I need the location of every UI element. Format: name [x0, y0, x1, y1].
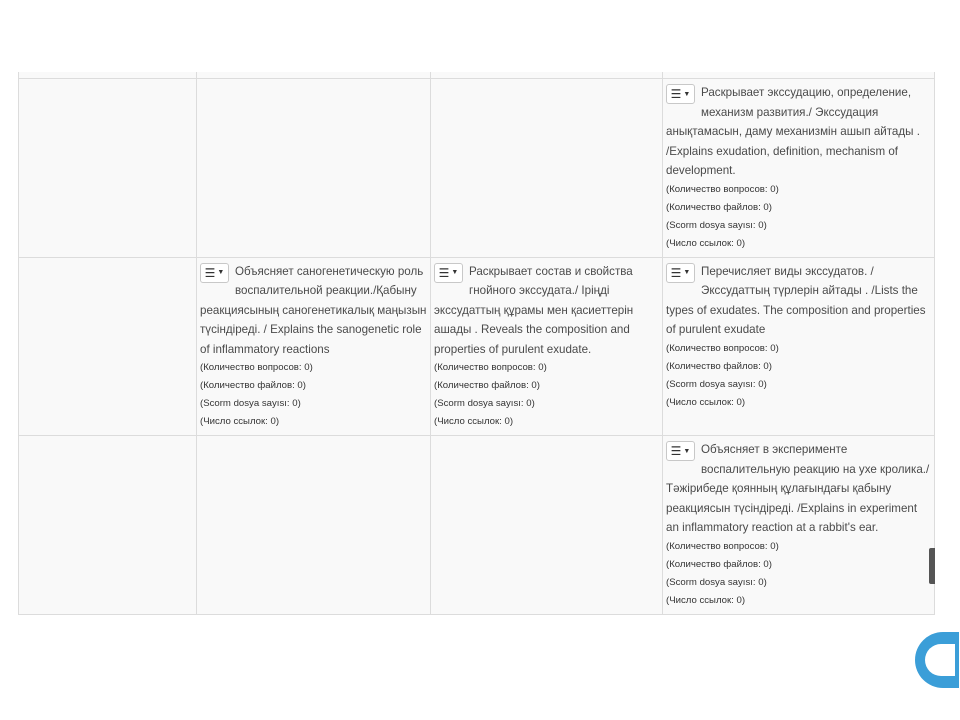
- outcome-text: Объясняет саногенетическую роль воспалительной реакции./Қабыну реакциясының саногенетикалық маңызын түсіндіреді. / Explains the sanogenetic role of inflammatory reactions: [200, 264, 427, 356]
- table-cell: [431, 257, 663, 436]
- questions-count: (Количество вопросов: 0): [200, 362, 313, 373]
- files-count: (Количество файлов: 0): [666, 201, 772, 213]
- table-cell: [19, 79, 197, 258]
- scorm-count: (Scorm dosya sayısı: 0): [200, 398, 301, 409]
- files-count: (Количество файлов: 0): [666, 360, 772, 372]
- outcome-text: Раскрывает состав и свойства гнойного экссудата./ Іріңді экссудаттың құрамы мен қасиеттерін ашады . Reveals the composition and properties of purulent exudate.: [434, 264, 634, 356]
- scorm-count: (Scorm dosya sayısı: 0): [666, 219, 767, 231]
- hamburger-icon: ☰: [670, 87, 682, 101]
- outcome-entry: [200, 262, 428, 360]
- outcome-item: [197, 258, 430, 436]
- table-cell: [197, 79, 431, 258]
- outcomes-grid: [18, 72, 934, 606]
- table-row: [19, 436, 935, 615]
- questions-count: (Количество вопросов: 0): [666, 342, 779, 354]
- table-cell: [431, 79, 663, 258]
- outcome-item: [431, 258, 662, 436]
- outcome-text: Раскрывает экссудацию, определение, механизм развития./ Экссудация анықтамасын, даму механизмін ашып айтады . /Explains exudation, definition, mechanism of development.: [666, 86, 920, 177]
- table-cell: [663, 257, 935, 436]
- hamburger-icon: ☰: [670, 444, 682, 458]
- outcome-text: Перечисляет виды экссудатов. /Экссудаттың түрлерін айтады . /Lists the types of exudates. The composition and properties of purulent exudate: [666, 264, 926, 336]
- outcome-item: [663, 79, 934, 257]
- outcome-entry: [666, 83, 932, 181]
- item-menu-button[interactable]: [434, 263, 463, 283]
- scorm-count: (Scorm dosya sayısı: 0): [666, 576, 767, 588]
- table-row: [19, 257, 935, 436]
- hamburger-icon: ☰: [204, 265, 216, 280]
- questions-count: (Количество вопросов: 0): [434, 362, 547, 373]
- outcome-entry: [666, 262, 932, 340]
- links-count: (Число ссылок: 0): [666, 594, 746, 606]
- questions-count: (Количество вопросов: 0): [666, 540, 779, 552]
- files-count: (Количество файлов: 0): [666, 558, 772, 570]
- links-count: (Число ссылок: 0): [666, 237, 746, 249]
- links-count: (Число ссылок: 0): [434, 416, 514, 427]
- item-menu-button[interactable]: [200, 263, 229, 283]
- item-menu-button[interactable]: [666, 263, 695, 283]
- item-menu-button[interactable]: [666, 84, 695, 104]
- help-chat-icon[interactable]: [915, 632, 959, 688]
- table-cell: [19, 257, 197, 436]
- caret-down-icon: ▼: [683, 447, 691, 455]
- files-count: (Количество файлов: 0): [434, 380, 540, 391]
- scorm-count: (Scorm dosya sayısı: 0): [434, 398, 535, 409]
- item-menu-button[interactable]: [666, 441, 695, 461]
- outcome-text: Объясняет в эксперименте воспалительную реакцию на ухе кролика./Тәжірибеде қоянның құлағындағы қабыну реакциясын түсіндіреді. /Explains in experiment an inflammatory reaction at a rabbit's ear.: [666, 443, 930, 534]
- hamburger-icon: ☰: [670, 265, 682, 280]
- caret-down-icon: ▼: [451, 269, 459, 276]
- hamburger-icon: ☰: [438, 265, 450, 280]
- caret-down-icon: ▼: [217, 269, 225, 276]
- scorm-count: (Scorm dosya sayısı: 0): [666, 378, 767, 390]
- questions-count: (Количество вопросов: 0): [666, 183, 779, 195]
- links-count: (Число ссылок: 0): [200, 416, 280, 427]
- scroll-handle[interactable]: [929, 548, 935, 584]
- links-count: (Число ссылок: 0): [666, 396, 746, 408]
- outcome-item: [663, 436, 934, 614]
- outcome-entry: [666, 440, 932, 538]
- table-cell: [197, 257, 431, 436]
- table-cell: [19, 436, 197, 615]
- files-count: (Количество файлов: 0): [200, 380, 306, 391]
- table-row: [19, 79, 935, 258]
- table-cell: [663, 79, 935, 258]
- caret-down-icon: ▼: [683, 90, 691, 98]
- caret-down-icon: ▼: [683, 269, 691, 276]
- outcome-entry: [434, 262, 660, 360]
- table-cell: [431, 436, 663, 615]
- outcome-item: [663, 258, 934, 416]
- table-cell: [663, 436, 935, 615]
- table-cell: [197, 436, 431, 615]
- outcomes-table: [18, 72, 935, 615]
